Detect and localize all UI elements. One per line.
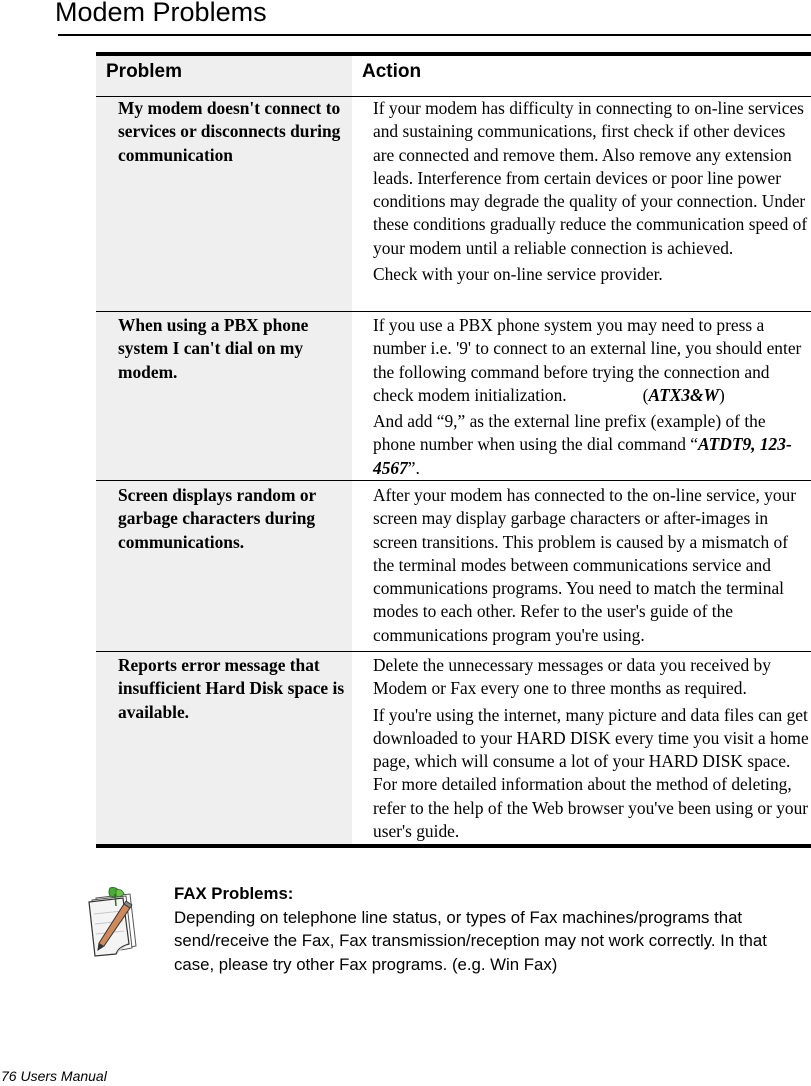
row-2-problem: When using a PBX phone system I can't dial on my modem. <box>118 315 309 382</box>
problem-column-background <box>96 56 352 844</box>
row-4-action-p2: If you're using the internet, many picture and data files can get downloaded to your HARD DISK every time you visit a home page, which will consume a lot of your HARD DISK space. For more detailed information about the method of deleting, refer to the help of the Web browser you've been using or your user's guide. <box>373 704 809 842</box>
row-4-action <box>373 654 809 843</box>
title-rule <box>58 34 811 36</box>
modem-init-command: ATX3&W <box>648 384 720 405</box>
row-2-action-p1-text: If you use a PBX phone system you may need to press a number i.e. '9' to connect to an external line, you should enter the following command before trying the connection and check modem initialization. <box>373 315 802 405</box>
row-3-problem: Screen displays random or garbage characters during communications. <box>118 485 316 552</box>
row-2-action-p1: If you use a PBX phone system you may need to press a number i.e. '9' to connect to an external line, you should enter the following command before trying the connection and check modem initialization. (ATX3&W) <box>373 315 802 405</box>
page-footer: 76 Users Manual <box>1 1068 107 1084</box>
header-action: Action <box>362 61 422 82</box>
row-1-problem: My modem doesn't connect to services or disconnects during communication <box>118 98 341 165</box>
fax-note-title: FAX Problems: <box>174 884 294 903</box>
row-1-action-p1: If your modem has difficulty in connecting to on-line services and sustaining communications, first check if other devices are connected and remove them. Also remove any extension leads. Interference from certain devices or poor line power conditions may degrade the quality of your connection. Under these conditions gradually reduce the communication speed of your modem until a reliable connection is achieved. <box>373 98 808 258</box>
page-title: Modem Problems <box>55 0 267 27</box>
row-rule-1 <box>96 311 811 312</box>
table-top-rule <box>96 52 811 56</box>
row-2-action <box>373 314 809 480</box>
row-2-action-p2-text: And add “9,” as the external line prefix (example) of the phone number when using the dial command “ <box>373 411 766 455</box>
row-3-action <box>373 484 809 647</box>
fax-note <box>174 882 810 976</box>
note-pad-pencil-icon <box>86 884 142 960</box>
row-1-action <box>373 97 809 286</box>
header-problem: Problem <box>106 61 183 82</box>
table-bottom-rule <box>96 844 811 848</box>
row-rule-2 <box>96 480 811 481</box>
row-1-action-p2: Check with your on-line service provider. <box>373 264 663 285</box>
row-4-problem: Reports error message that insufficient Hard Disk space is available. <box>118 655 345 722</box>
row-2-action-p2: And add “9,” as the external line prefix (example) of the phone number when using the dial command “ATDT9, 123-4567”. <box>373 411 792 478</box>
row-rule-3 <box>96 651 811 652</box>
row-3-action-p1: After your modem has connected to the on-line service, your screen may display garbage characters or after-images in screen transitions. This problem is caused by a mismatch of the terminal modes between communications service and communications programs. You need to match the terminal modes to each other. Refer to the user's guide of the communications program you're using. <box>373 485 797 645</box>
row-4-action-p1: Delete the unnecessary messages or data you received by Modem or Fax every one to three months as required. <box>373 655 771 699</box>
dial-command: ATDT9, 123-4567 <box>373 434 792 478</box>
fax-note-body: Depending on telephone line status, or types of Fax machines/programs that send/receive the Fax, Fax transmission/reception may not work correctly. In that case, please try other Fax programs. (e.g. Win Fax) <box>174 907 767 974</box>
